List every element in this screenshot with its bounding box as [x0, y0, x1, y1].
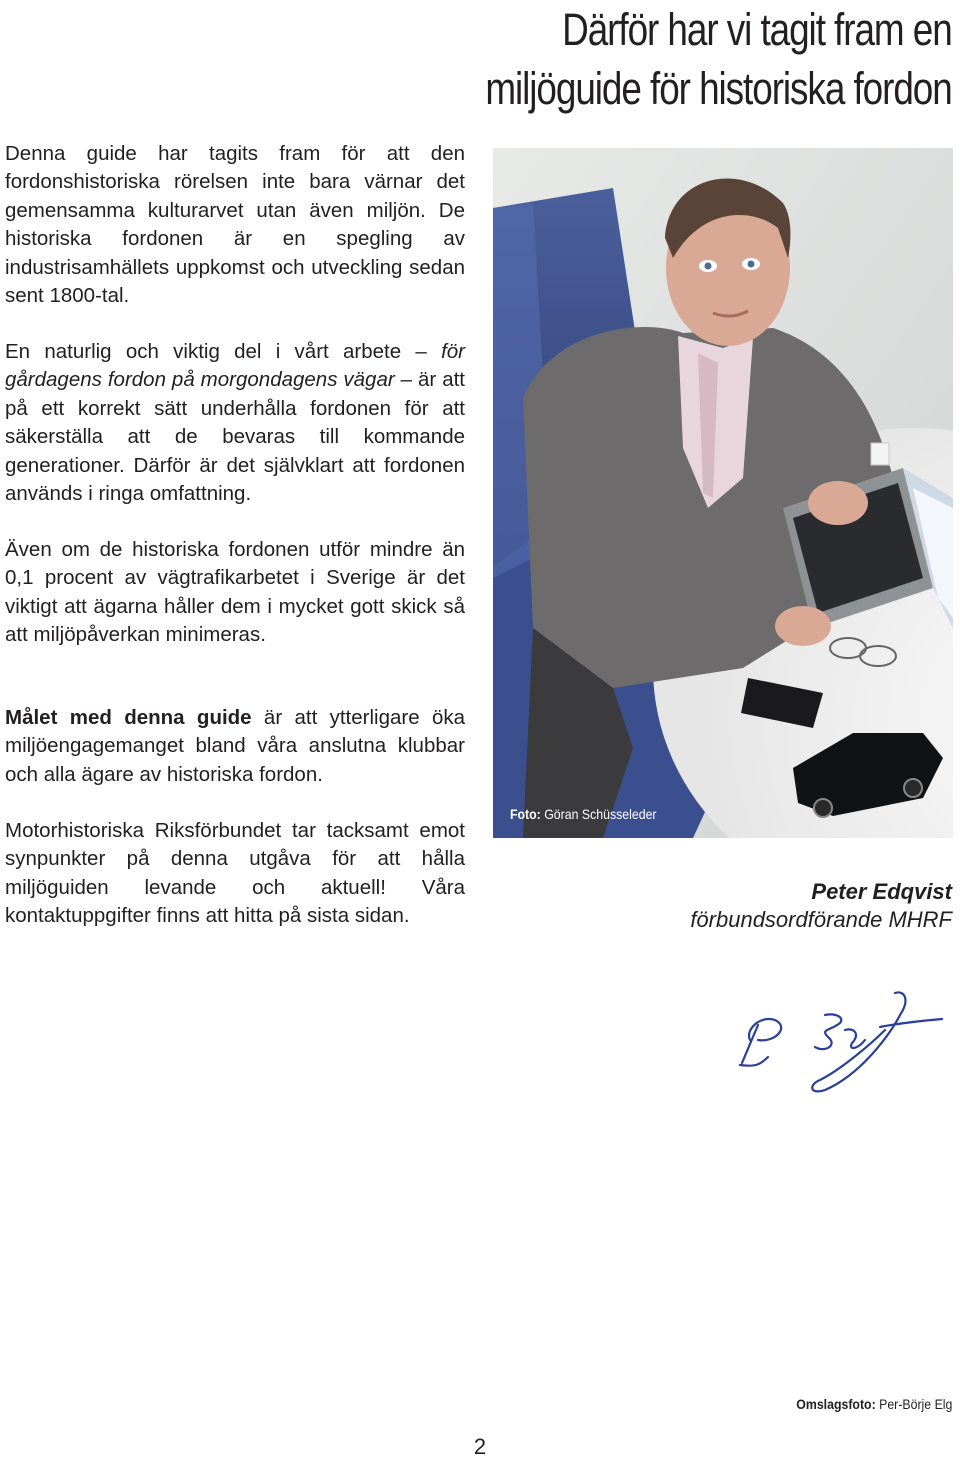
- signatory-role: förbundsordförande MHRF: [690, 907, 952, 932]
- cover-credit-label: Omslagsfoto:: [795, 1396, 876, 1412]
- paragraph-mission: [5, 338, 465, 508]
- page-title: [486, 0, 952, 118]
- paragraph-feedback: Motorhistoriska Riksförbundet tar tacksamt emot synpunkter på denna utgåva för att hålla miljöguiden levande och aktuell! Våra kontaktuppgifter finns att hitta på sista sidan.: [5, 819, 465, 928]
- paragraph-goal-rest: är att ytterligare öka miljöengagemanget bland våra anslutna klubbar och alla ägare av historiska fordon.: [5, 706, 466, 786]
- paragraph-goal-lead: Målet med denna guide: [5, 706, 252, 729]
- paragraph-intro: Denna guide har tagits fram för att den fordonshistoriska rörelsen inte bara värnar det gemensamma kulturarvet utan även miljön. De historiska fordonen är en spegling av industrisamhällets uppkomst och utveckling sedan sent 1800-tal.: [5, 142, 465, 308]
- photo-credit: [510, 806, 657, 822]
- cover-photo-credit: [796, 1396, 952, 1412]
- page-number: 2: [473, 1434, 487, 1459]
- paragraph-goal: [5, 704, 465, 789]
- paragraph-mission-end: är att på ett korrekt sätt underhålla fordonen för att säkerställa att de bevaras till kommande generationer. Därför är det självklart att fordonen används i ringa omfattning.: [5, 368, 465, 506]
- cover-credit-name: Per-Börje Elg: [875, 1396, 952, 1412]
- signatory-name: Peter Edqvist: [811, 879, 952, 904]
- title-line-1: Därför har vi tagit fram en: [562, 4, 952, 55]
- photo-credit-label: Foto:: [510, 806, 541, 822]
- portrait-photo: [493, 148, 953, 838]
- paragraph-mission-start: En naturlig och viktig del i vårt arbete –: [5, 340, 442, 363]
- paragraph-mission-motto: för gårdagens fordon på morgondagens vägar –: [5, 340, 465, 392]
- paragraph-traffic-share: Även om de historiska fordonen utför mindre än 0,1 procent av vägtrafikarbetet i Sverige är det viktigt att ägarna håller dem i mycket gott skick så att miljöpåverkan minimeras.: [5, 538, 465, 647]
- photo-credit-name: Göran Schüsseleder: [540, 806, 657, 822]
- signatory-block: [690, 878, 952, 934]
- signature-image: [730, 985, 950, 1105]
- portrait-illustration: [493, 148, 953, 838]
- title-line-2: miljöguide för historiska fordon: [485, 63, 952, 114]
